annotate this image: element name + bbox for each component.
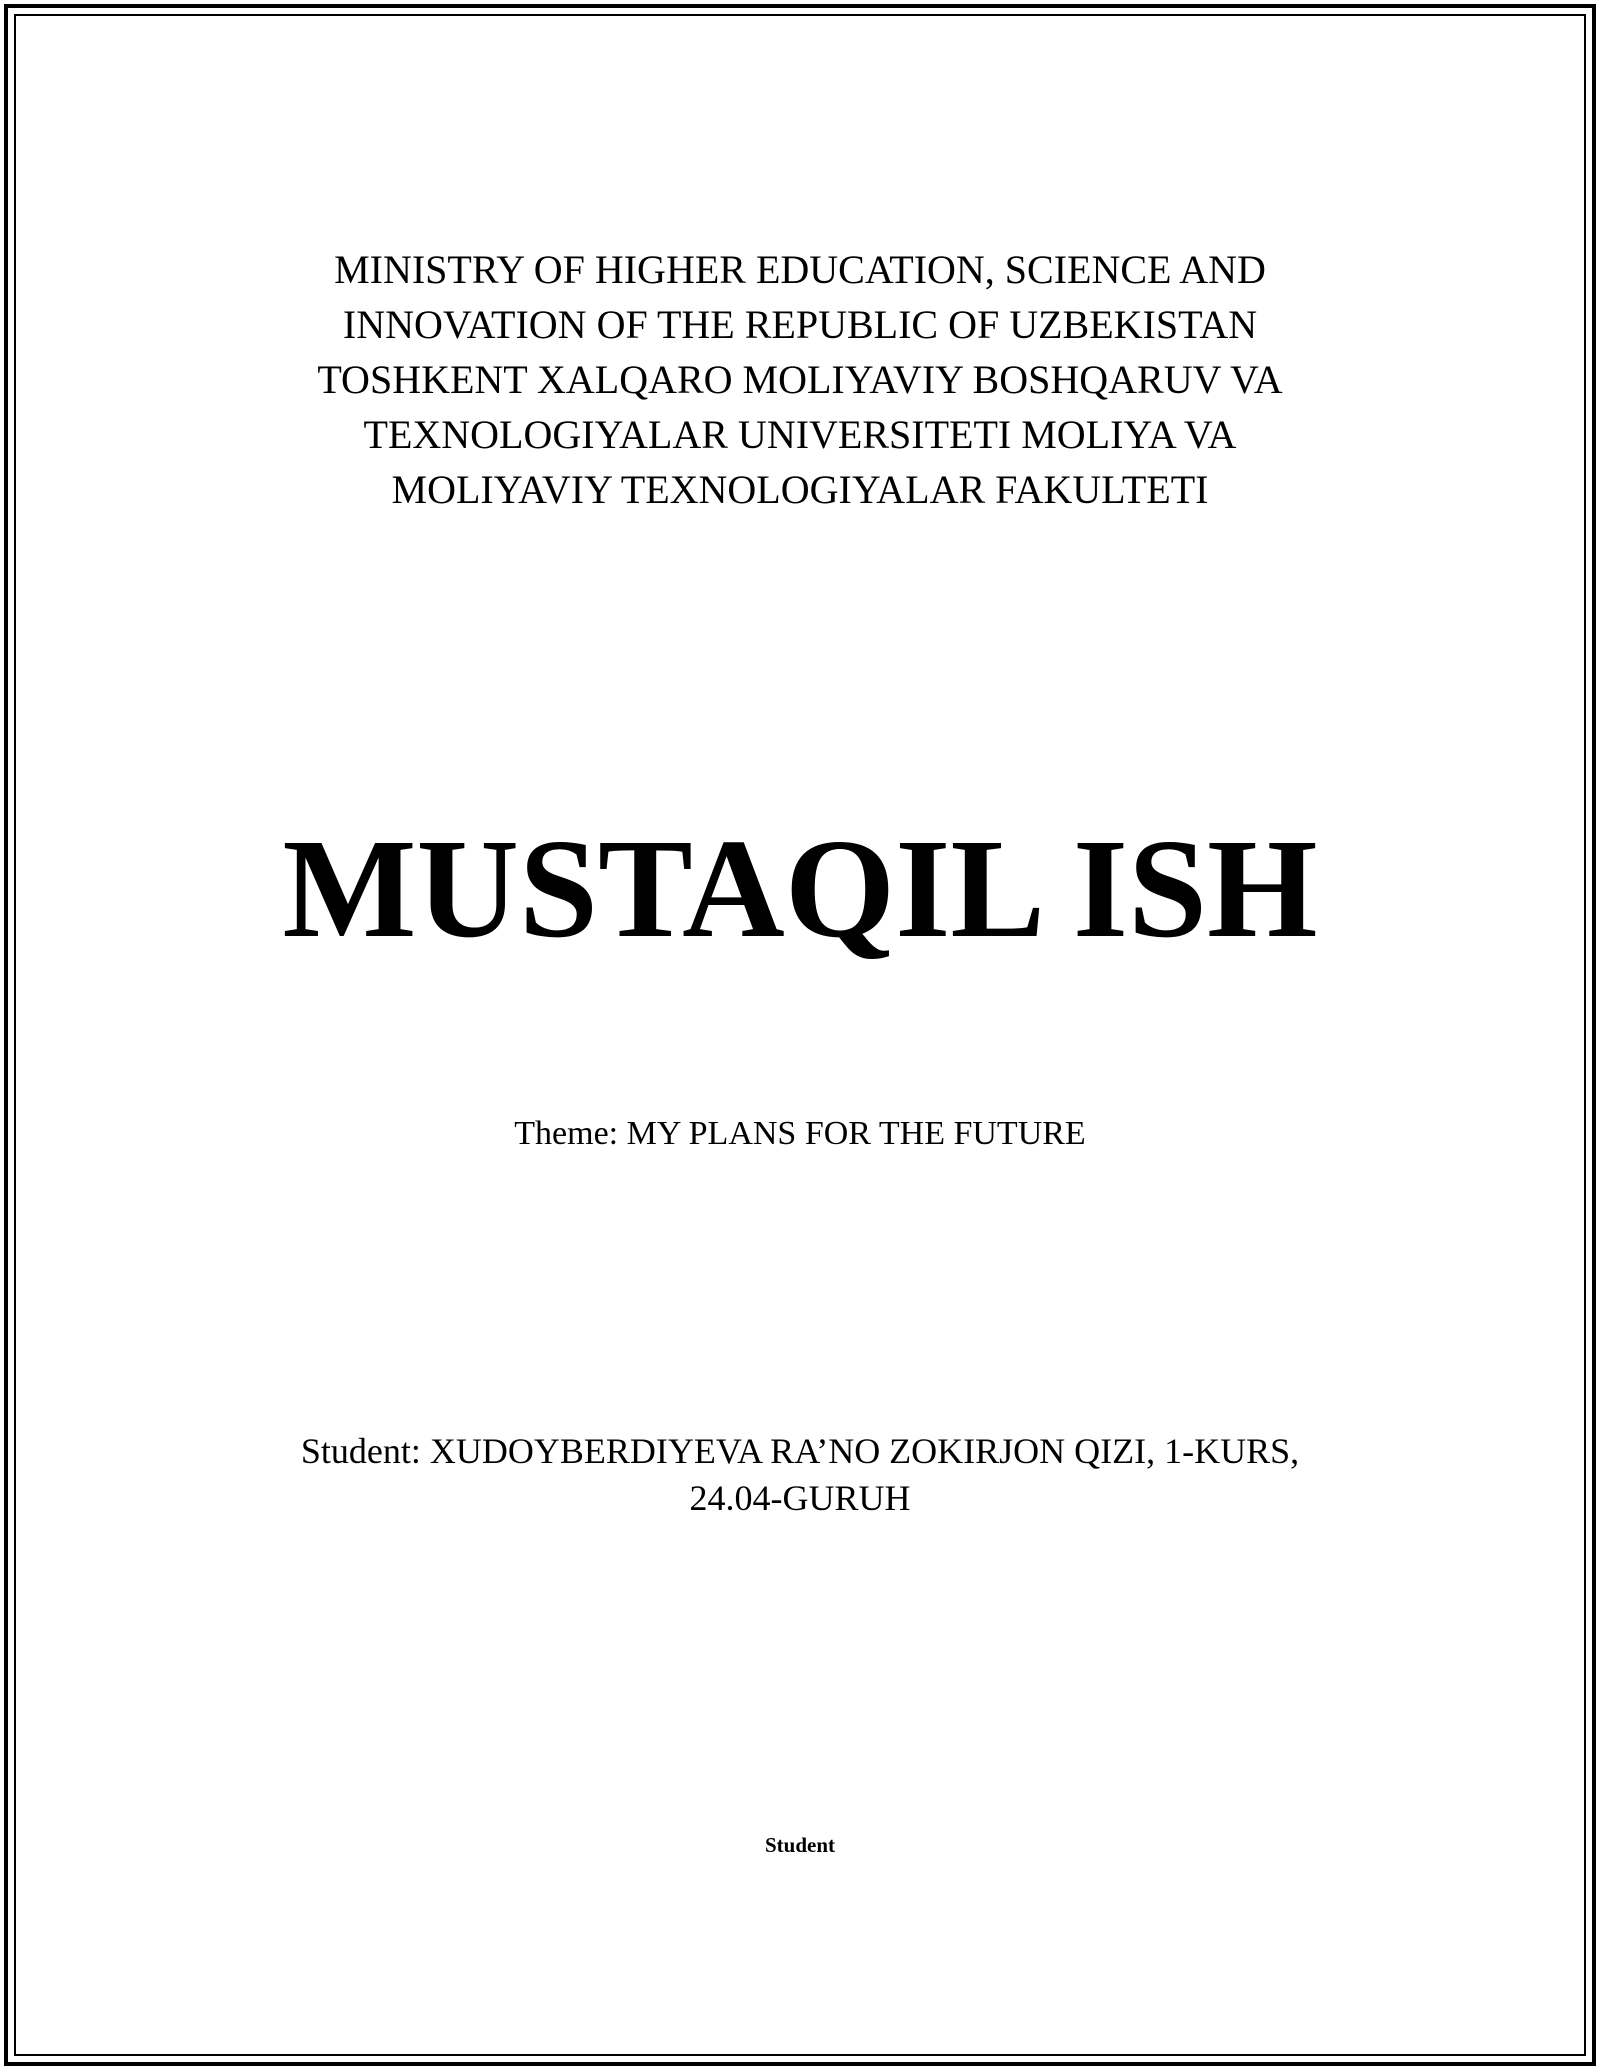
header-line-university-cont: TEXNOLOGIYALAR UNIVERSITETI MOLIYA VA <box>363 412 1237 457</box>
student-name-line: Student: XUDOYBERDIYEVA RA’NO ZOKIRJON QIZI, 1-KURS, <box>300 1431 1300 1471</box>
document-theme: Theme: MY PLANS FOR THE FUTURE <box>514 1115 1086 1152</box>
student-info <box>0 1428 1600 1522</box>
student-group-line: 24.04-GURUH <box>689 1478 911 1518</box>
header-line-university: TOSHKENT XALQARO MOLIYAVIY BOSHQARUV VA <box>317 357 1283 402</box>
document-title: MUSTAQIL ISH <box>282 809 1318 967</box>
header-line-faculty: MOLIYAVIY TEXNOLOGIYALAR FAKULTETI <box>391 467 1209 512</box>
header-line-ministry: MINISTRY OF HIGHER EDUCATION, SCIENCE AND <box>334 247 1266 292</box>
header-line-republic: INNOVATION OF THE REPUBLIC OF UZBEKISTAN <box>342 302 1258 347</box>
footer-label: Student <box>764 1833 836 1857</box>
institution-header <box>0 242 1600 517</box>
